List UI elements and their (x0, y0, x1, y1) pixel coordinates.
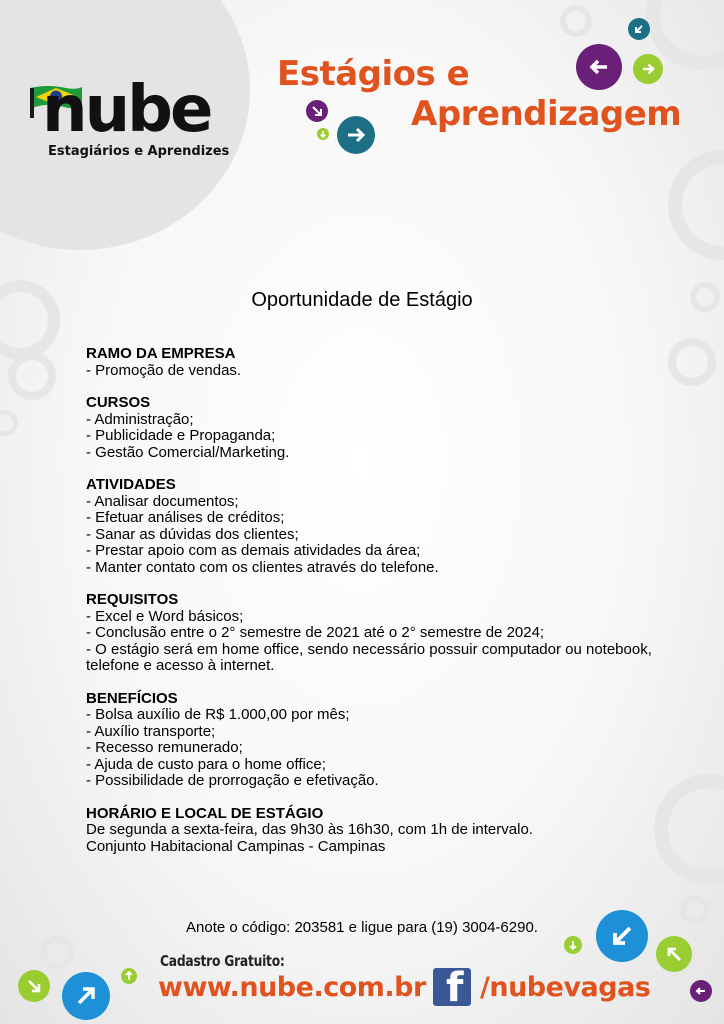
cadastro-label: Cadastro Gratuito: (160, 952, 285, 970)
section-line: - Efetuar análises de créditos; (86, 509, 285, 526)
section-line: - Recesso remunerado; (86, 739, 243, 756)
arrow-icon (564, 936, 582, 954)
decorative-ring (8, 352, 56, 400)
arrow-icon (628, 18, 650, 40)
arrow-icon (690, 980, 712, 1002)
website-link[interactable]: www.nube.com.br (158, 972, 426, 1003)
logo-wordmark: nube (42, 73, 211, 147)
section-line: - Sanar as dúvidas dos clientes; (86, 525, 299, 543)
decorative-ring (0, 410, 18, 436)
decorative-ring (668, 338, 716, 386)
section-line: - Possibilidade de prorrogação e efetivação. (86, 772, 379, 789)
contact-code-line: Anote o código: 203581 e ligue para (19) 3004-6290. (186, 919, 538, 936)
arrow-icon (576, 44, 622, 90)
arrow-icon (656, 936, 692, 972)
section-line: - Promoção de vendas. (86, 361, 242, 379)
section-requisitos (86, 592, 666, 675)
headline-line-1: Estágios e (277, 54, 470, 94)
section-line: - Analisar documentos; (86, 492, 239, 510)
section-line: De segunda a sexta-feira, das 9h30 às 16h30, com 1h de intervalo. (86, 821, 533, 838)
section-atividades (86, 477, 666, 576)
nube-logo (22, 73, 230, 174)
decorative-ring (560, 5, 592, 37)
section-beneficios (86, 691, 666, 790)
logo-tagline: Estagiários e Aprendizes (48, 144, 230, 159)
facebook-icon[interactable]: f (433, 968, 471, 1006)
section-title: HORÁRIO E LOCAL DE ESTÁGIO (86, 804, 324, 822)
section-line: Conjunto Habitacional Campinas - Campinas (86, 837, 386, 855)
arrow-icon (18, 970, 50, 1002)
arrow-icon (337, 116, 375, 154)
job-details (86, 346, 666, 871)
section-horario-local (86, 806, 666, 856)
page-title: Oportunidade de Estágio (251, 289, 473, 311)
section-line: - O estágio será em home office, sendo necessário possuir computador ou notebook, telefone e acesso à internet. (86, 640, 652, 674)
section-line: - Conclusão entre o 2° semestre de 2021 até o 2° semestre de 2024; (86, 624, 545, 641)
arrow-icon (633, 54, 663, 84)
decorative-ring (668, 150, 724, 260)
section-line: - Auxílio transporte; (86, 722, 216, 740)
arrow-icon (317, 128, 329, 140)
facebook-handle-link[interactable]: /nubevagas (480, 972, 651, 1003)
section-line: - Excel e Word básicos; (86, 607, 244, 625)
decorative-ring (40, 936, 74, 970)
section-title: CURSOS (86, 394, 151, 411)
section-line: - Ajuda de custo para o home office; (86, 755, 326, 773)
section-line: - Administração; (86, 410, 194, 428)
section-title: ATIVIDADES (86, 476, 176, 493)
section-line: - Manter contato com os clientes através do telefone. (86, 558, 439, 576)
arrow-icon (121, 968, 137, 984)
arrow-icon (306, 100, 328, 122)
arrow-icon (596, 910, 648, 962)
section-title: RAMO DA EMPRESA (86, 345, 236, 362)
section-line: - Prestar apoio com as demais atividades da área; (86, 542, 421, 559)
arrow-icon (62, 972, 110, 1020)
headline-line-2: Aprendizagem (411, 94, 682, 134)
section-line: - Bolsa auxílio de R$ 1.000,00 por mês; (86, 706, 350, 723)
section-ramo (86, 346, 666, 379)
section-title: REQUISITOS (86, 591, 179, 608)
section-title: BENEFÍCIOS (86, 689, 178, 707)
section-line: - Publicidade e Propaganda; (86, 427, 276, 444)
section-cursos (86, 395, 666, 461)
section-line: - Gestão Comercial/Marketing. (86, 443, 290, 461)
